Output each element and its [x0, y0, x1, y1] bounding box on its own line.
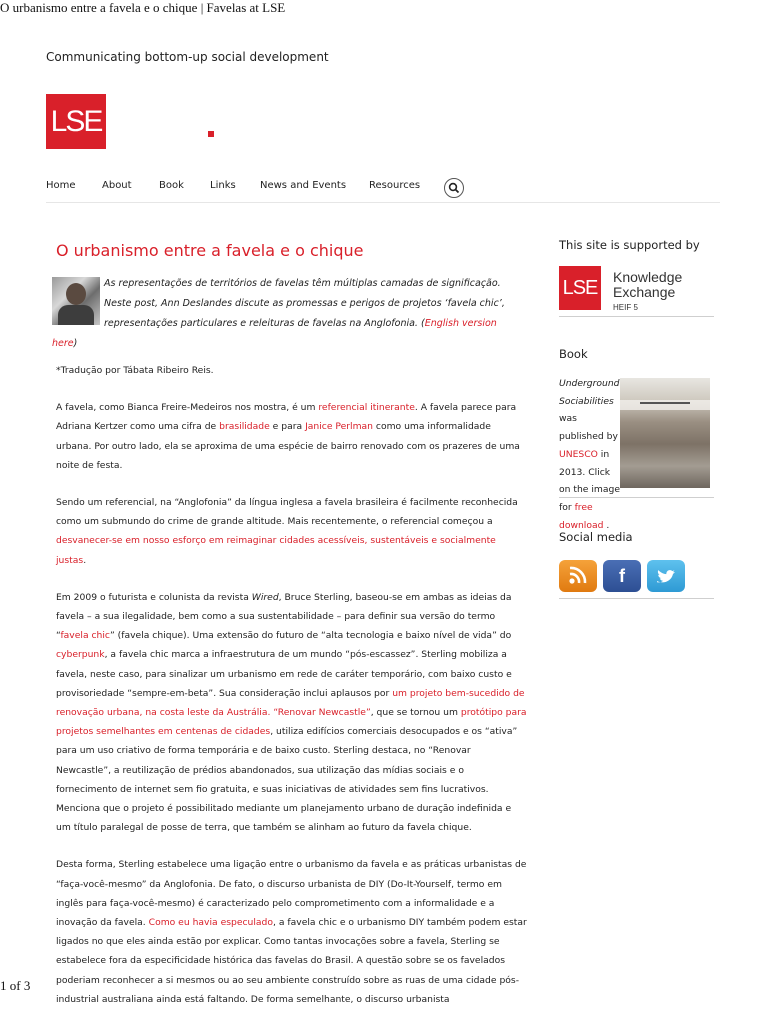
- nav-item-book[interactable]: Book: [159, 180, 184, 191]
- rss-icon: [559, 560, 597, 592]
- link-renovar-newcastle[interactable]: um projeto bem-sucedido de renovação urbana, na costa leste da Austrália. “Renovar Newcastle”: [56, 687, 525, 719]
- rss-button[interactable]: [559, 560, 597, 592]
- paragraph-1: A favela, como Bianca Freire-Medeiros nos mostra, é um referencial itinerante. A favela parece para Adriana Kertzer como uma cifra de brasilidade e para Janice Perlman como uma informalidade urbana. Por outro lado, ela se aproxima de uma espécie de bairro renovado com os prazeres de uma noite de festa.: [56, 402, 520, 471]
- print-header: O urbanismo entre a favela e o chique | Favelas at LSE: [0, 0, 286, 15]
- article-body: [56, 361, 528, 1027]
- book-cover-image[interactable]: [620, 378, 710, 488]
- intro-text: As representações de territórios de favelas têm múltiplas camadas de significação. Neste post, Ann Deslandes discute as promessas e perigos de projetos ‘favela chic’, representações particulares e releituras de favelas na Anglofonia. (: [104, 278, 505, 329]
- paragraph-3: Em 2009 o futurista e colunista da revista Wired, Bruce Sterling, baseou-se em ambas as ideias da favela – a sua ilegalidade, bem como a sua sustentabilidade – para definir sua versão do termo “favela chic” (favela chique). Uma extensão do futuro de “alta tecnologia e baixo nível de vida” do cyberpunk, a favela chic marca a infraestrutura de um mundo “pós-escassez”. Sterling mobiliza a favela, neste caso, para sinalizar um urbanismo em rede de caráter temporário, com baixo custo e provisoriedade “sempre-em-beta”. Sua consideração inclui aplausos por um projeto bem-sucedido de renovação urbana, na costa leste da Austrália. “Renovar Newcastle”, que se tornou um protótipo para projetos semelhantes em centenas de cidades, utiliza edifícios comerciais desocupados e os “ativa” para um uso criativo de forma temporária e de baixo custo. Sterling destaca, no “Renovar Newcastle”, a reutilização de prédios abandonados, sua utilização das mídias sociais e o fornecimento de internet sem fio gratuita, e suas iniciativas de atividades sem fins lucrativos. Menciona que o projeto é possibilitado mediante um planejamento urbano de duração indefinida e um título paralegal de posse de terra, que também se alinham ao futuro da favela chique.: [56, 591, 527, 834]
- nav-item-links[interactable]: Links: [210, 180, 236, 191]
- sidebar-supported-heading-wrap: [559, 238, 714, 252]
- sidebar-divider-3: [559, 598, 714, 599]
- sidebar-book-heading: Book: [559, 347, 588, 361]
- link-cyberpunk[interactable]: cyberpunk: [56, 649, 105, 661]
- knowledge-exchange-logo[interactable]: [559, 266, 699, 314]
- post-title: O urbanismo entre a favela e o chique: [56, 241, 364, 260]
- sidebar-social-heading-wrap: [559, 530, 714, 544]
- ke-lse-mark: LSE: [559, 266, 601, 310]
- paragraph-4: Desta forma, Sterling estabelece uma ligação entre o urbanismo da favela e as práticas urbanistas de “faça-você-mesmo” da Anglofonia. De fato, o discurso urbanista de DIY (Do-It-Yourself, termo em inglês para faça-você-mesmo) é caracterizado pelo comprometimento com a informalidade e a inovação da favela. Como eu havia especulado, a favela chic e o urbanismo DIY também podem estar ligados no que eles ainda estão por explicar. Como tantas invocações sobre a favela, Sterling se estabelece fora da especificidade histórica das favelas do Brasil. A questão sobre se os favelados poderiam reconhecer a si mesmos ou ao seu ambiente construído sobre as ruas de uma cidade pós-industrial australiana ainda está faltando. De forma semelhante, o discurso urbanista: [56, 859, 527, 1005]
- ke-line-2: Exchange: [613, 284, 676, 300]
- twitter-icon: [647, 560, 685, 592]
- sidebar-divider-1: [559, 316, 714, 317]
- sidebar-social-heading: Social media: [559, 530, 633, 544]
- book-description: Underground Sociabilities was published by UNESCO in 2013. Click on the image for free download .: [559, 378, 620, 531]
- ke-line-1: Knowledge: [613, 269, 683, 285]
- red-dot-decoration: [208, 131, 214, 137]
- nav-item-news-and-events[interactable]: News and Events: [260, 180, 347, 191]
- intro-end: ): [73, 338, 78, 349]
- link-referencial-itinerante[interactable]: referencial itinerante: [318, 402, 415, 414]
- facebook-icon: f: [619, 565, 625, 586]
- english-version-link[interactable]: English version here: [52, 318, 497, 349]
- link-desvanecer[interactable]: desvanecer-se em nosso esforço em reimaginar cidades acessíveis, sustentáveis e socialmente justas: [56, 535, 496, 566]
- facebook-button[interactable]: [603, 560, 641, 592]
- link-brasilidade[interactable]: brasilidade: [219, 421, 270, 433]
- sidebar-divider-2: [559, 497, 714, 498]
- paragraph-2: Sendo um referencial, na “Anglofonia” da língua inglesa a favela brasileira é facilmente reconhecida como um submundo do crime de grande altitude. Mais recentemente, o referencial começou a desvanecer-se em nosso esforço em reimaginar cidades acessíveis, sustentáveis e socialmente justas.: [56, 497, 518, 566]
- post-intro: [52, 274, 522, 354]
- ke-heif: HEIF 5: [613, 303, 638, 312]
- lse-logo[interactable]: LSE: [46, 94, 106, 149]
- page-number: 1 of 3: [0, 978, 31, 993]
- translation-credit: *Tradução por Tábata Ribeiro Reis.: [56, 365, 214, 376]
- link-favela-chic[interactable]: favela chic: [60, 630, 110, 642]
- twitter-button[interactable]: [647, 560, 685, 592]
- sidebar-book-heading-wrap: [559, 347, 714, 361]
- main-nav: [46, 176, 720, 203]
- link-unesco[interactable]: UNESCO: [559, 448, 598, 460]
- nav-item-home[interactable]: Home: [46, 180, 76, 191]
- search-icon: [448, 182, 460, 194]
- link-janice-perlman[interactable]: Janice Perlman: [305, 421, 373, 433]
- link-como-eu-havia-especulado[interactable]: Como eu havia especulado: [148, 917, 274, 929]
- link-free-download[interactable]: free download: [559, 501, 604, 531]
- book-title: Underground Sociabilities: [559, 378, 620, 407]
- link-prototipo[interactable]: protótipo para projetos semelhantes em centenas de cidades: [56, 707, 527, 738]
- nav-item-about[interactable]: About: [102, 180, 132, 191]
- site-tagline: Communicating bottom-up social development: [46, 50, 329, 64]
- search-button[interactable]: [444, 178, 464, 198]
- nav-item-resources[interactable]: Resources: [369, 180, 421, 191]
- sidebar-supported-heading: This site is supported by: [559, 238, 700, 252]
